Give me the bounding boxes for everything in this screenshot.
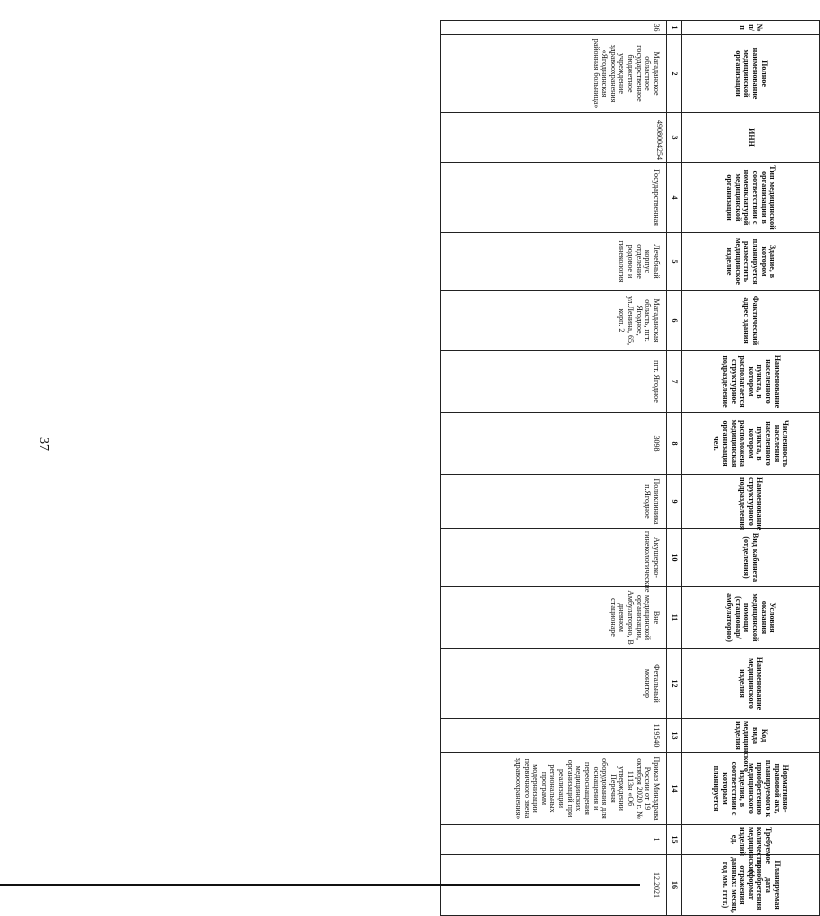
column-number: 1 <box>667 21 682 35</box>
table-cell: Поликлиника п.Ягодное <box>441 475 667 529</box>
header-cell: Условия оказания медицинской помощи (стационар/амбулаторно) <box>682 587 820 649</box>
column-number: 5 <box>667 233 682 291</box>
header-cell: Код вида медицинского изделия <box>682 719 820 753</box>
table-cell: Акушерско-гинекологические <box>441 529 667 587</box>
table-cell: 12.2021 <box>441 855 667 916</box>
header-cell: Здание, в котором планируется разместить медицинское изделие <box>682 233 820 291</box>
page-number: 37 <box>36 437 51 451</box>
table-cell: 4908004254 <box>441 113 667 163</box>
column-number: 15 <box>667 825 682 855</box>
header-cell: Наименование медицинского изделия <box>682 649 820 719</box>
column-number: 12 <box>667 649 682 719</box>
table-cell: Лечебный корпус отделение родовое и гинекология <box>441 233 667 291</box>
table-cell: Вне медицинской организации, Амбулаторно, В дневном стационаре <box>441 587 667 649</box>
table-cell: 1 <box>441 825 667 855</box>
header-row <box>682 21 820 916</box>
column-number: 11 <box>667 587 682 649</box>
header-cell: Полное наименование медицинской организации <box>682 35 820 113</box>
header-cell: № п/п <box>682 21 820 35</box>
table-cell: Магаданская область, пгт. Ягодное, ул.Ленина, 65, корп. 2 <box>441 291 667 351</box>
column-number: 4 <box>667 163 682 233</box>
table-row <box>441 21 667 916</box>
column-number: 6 <box>667 291 682 351</box>
table-cell: пгт. Ягодное <box>441 351 667 413</box>
header-cell: Вид кабинета (отделения) <box>682 529 820 587</box>
header-cell: Наименование населенного пункта, в котором располагается структурное подразделение <box>682 351 820 413</box>
table-cell: 3098 <box>441 413 667 475</box>
column-number: 9 <box>667 475 682 529</box>
column-number: 14 <box>667 753 682 825</box>
header-cell: Тип медицинской организации в соответствии с номенклатурой медицинской организации <box>682 163 820 233</box>
header-cell: Нормативно-правовой акт, планируемого к приобретению медицинского изделия, в соответствии с которым планируется <box>682 753 820 825</box>
column-number: 7 <box>667 351 682 413</box>
column-number: 13 <box>667 719 682 753</box>
header-cell: Наименование структурного подразделения <box>682 475 820 529</box>
table-cell: Государственная <box>441 163 667 233</box>
table-cell: Магаданское областное государственное бюджетное учреждение здравоохранения «Ягоднинская районная больница» <box>441 35 667 113</box>
header-cell: Требуемое количество медицинских изделий ед. <box>682 825 820 855</box>
column-number-row <box>667 21 682 916</box>
column-number: 16 <box>667 855 682 916</box>
equipment-table <box>440 20 820 916</box>
column-number: 2 <box>667 35 682 113</box>
header-cell: Численность населения населенного пункта, в котором расположена медицинская организация чел. <box>682 413 820 475</box>
header-cell: Планируемая дата приобретения (формат отражения данных: месяц, год мм. гггг.) <box>682 855 820 916</box>
column-number: 3 <box>667 113 682 163</box>
column-number: 8 <box>667 413 682 475</box>
header-cell: Фактический адрес здания <box>682 291 820 351</box>
header-cell: ИНН <box>682 113 820 163</box>
column-number: 10 <box>667 529 682 587</box>
table-cell: Фетальный монитор <box>441 649 667 719</box>
rotated-table-container <box>440 20 820 913</box>
table-cell: 119540 <box>441 719 667 753</box>
table-cell: Приказ Минздрава России от 19 октября 2020 г. № 1113н «Об утверждении Перечня оборудования для оснащения и переоснащения медицинских организаций при реализации региональных программ модернизации первичного звена здравоохранения» <box>441 753 667 825</box>
table-cell: 36 <box>441 21 667 35</box>
bottom-divider <box>0 884 640 886</box>
